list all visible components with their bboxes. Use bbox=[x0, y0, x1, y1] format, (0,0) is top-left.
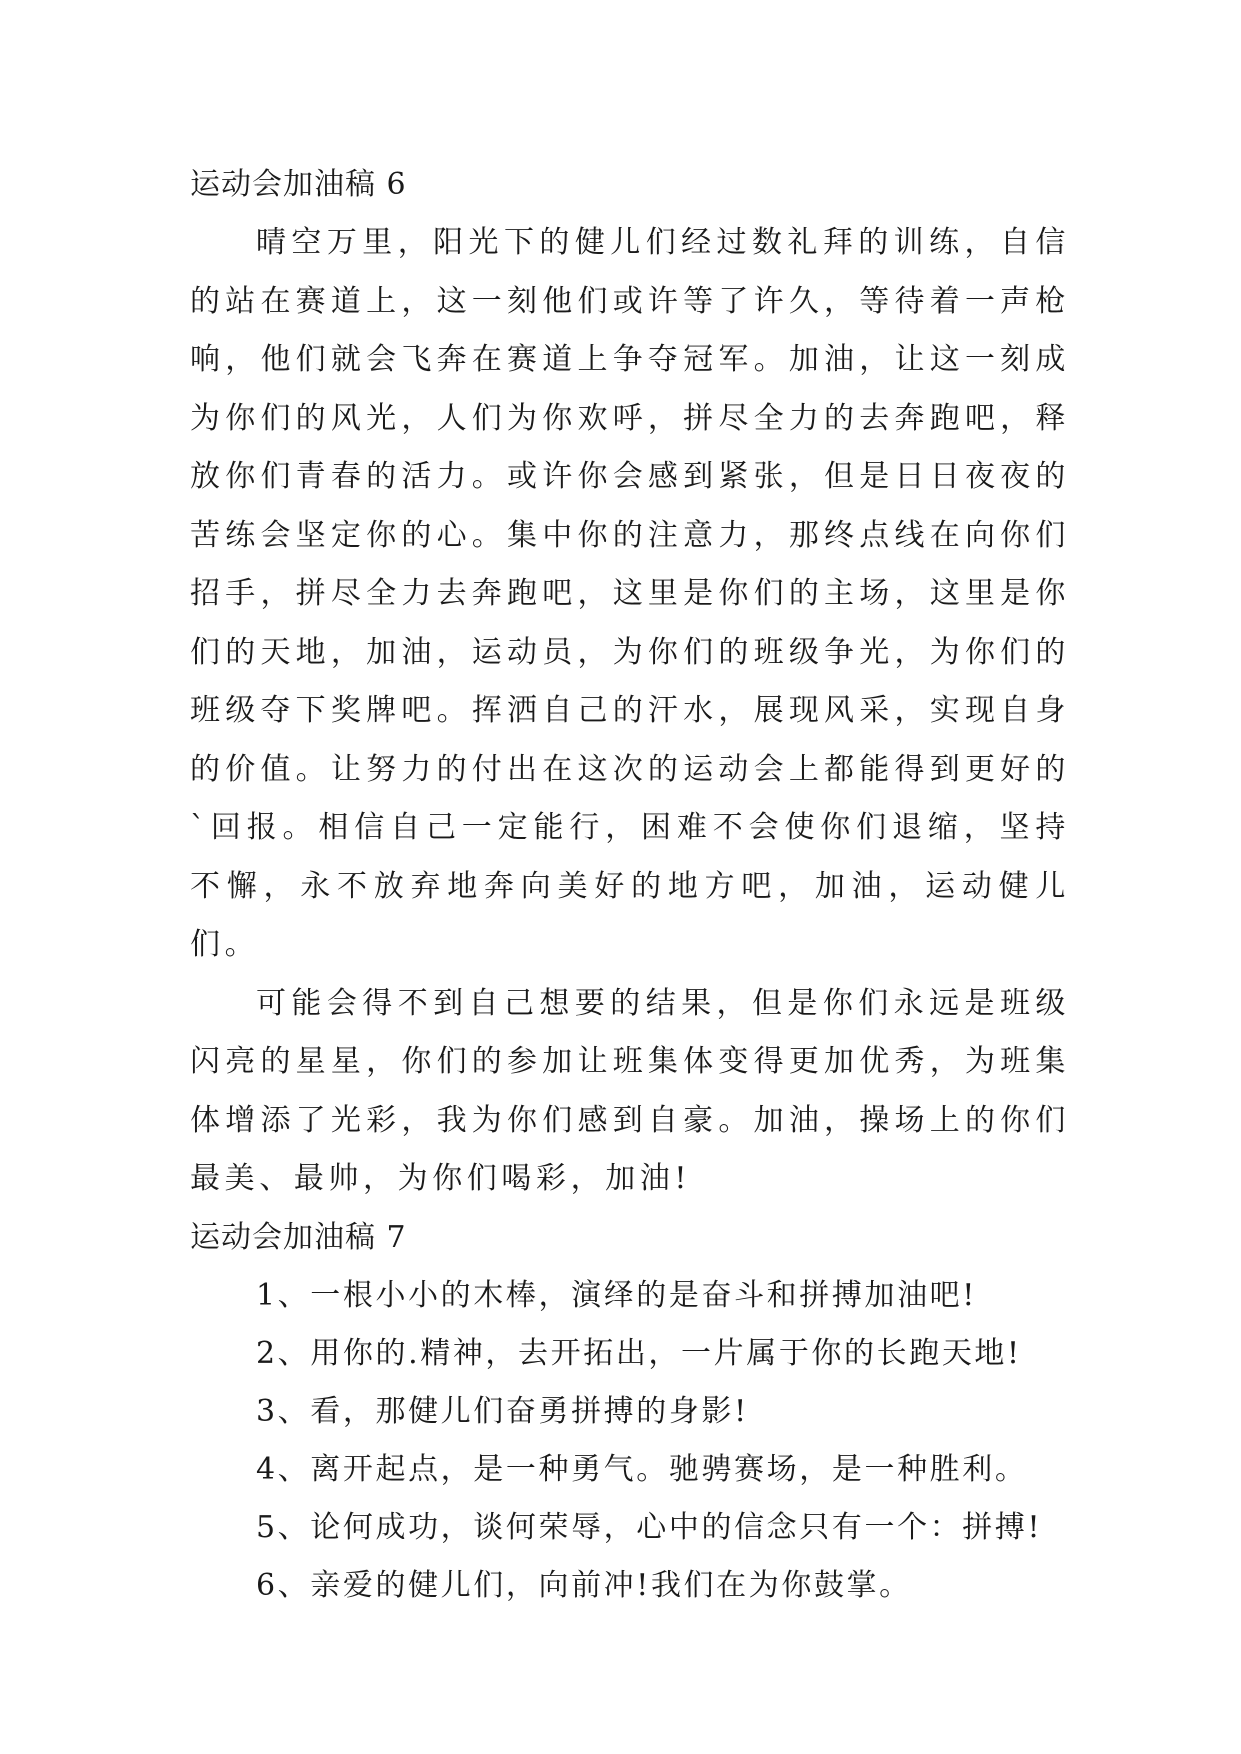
slogan-item-3: 3、看，那健儿们奋勇拼搏的身影! bbox=[256, 1393, 749, 1429]
section-7-title: 运动会加油稿 7 bbox=[190, 1219, 407, 1255]
slogan-item-1: 1、一根小小的木棒，演绎的是奋斗和拼搏加油吧! bbox=[256, 1277, 977, 1313]
section-6-paragraph-2: 可能会得不到自己想要的结果，但是你们永远是班级闪亮的星星，你们的参加让班集体变得更加优秀，为班集体增添了光彩，我为你们感到自豪。加油，操场上的你们最美、最帅，为你们喝彩，加油! bbox=[190, 985, 1070, 1196]
section-6-paragraph-1: 晴空万里，阳光下的健儿们经过数礼拜的训练，自信的站在赛道上，这一刻他们或许等了许久，等待着一声枪响，他们就会飞奔在赛道上争夺冠军。加油，让这一刻成为你们的风光，人们为你欢呼，拼尽全力的去奔跑吧，释放你们青春的活力。或许你会感到紧张，但是日日夜夜的苦练会坚定你的心。集中你的注意力，那终点线在向你们招手，拼尽全力去奔跑吧，这里是你们的主场，这里是你们的天地，加油，运动员，为你们的班级争光，为你们的班级夺下奖牌吧。挥洒自己的汗水，展现风采，实现自身的价值。让努力的付出在这次的运动会上都能得到更好的`回报。相信自己一定能行，困难不会使你们退缩，坚持不懈，永不放弃地奔向美好的地方吧，加油，运动健儿们。 bbox=[190, 225, 1070, 962]
slogan-item-2: 2、用你的.精神，去开拓出，一片属于你的长跑天地! bbox=[256, 1335, 1022, 1371]
slogan-item-6: 6、亲爱的健儿们，向前冲!我们在为你鼓掌。 bbox=[256, 1567, 912, 1603]
document-content bbox=[190, 156, 1070, 1615]
slogan-item-4: 4、离开起点，是一种勇气。驰骋赛场，是一种胜利。 bbox=[256, 1451, 1028, 1487]
slogan-item-5: 5、论何成功，谈何荣辱，心中的信念只有一个：拼搏! bbox=[256, 1509, 1043, 1545]
section-6-title: 运动会加油稿 6 bbox=[190, 167, 407, 202]
